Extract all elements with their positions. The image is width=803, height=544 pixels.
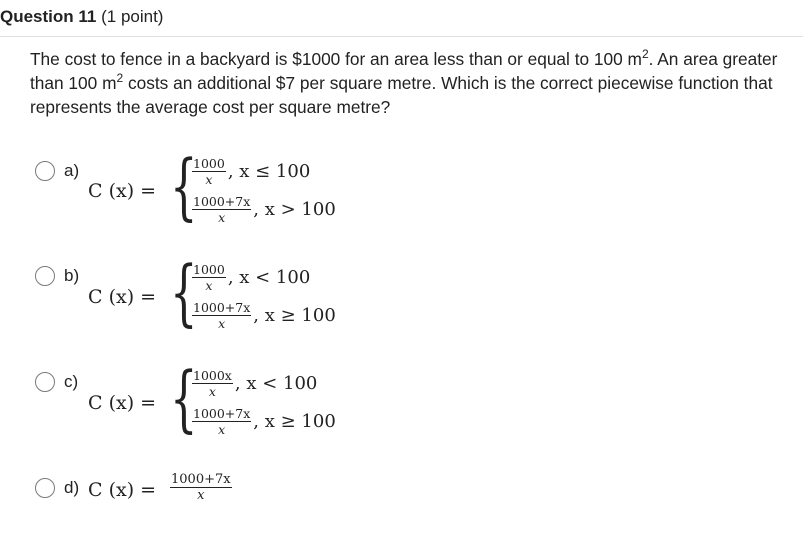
option-c-case-2-numerator: 1000+7x	[193, 406, 251, 421]
option-b-case-1-condition: , x < 100	[227, 267, 311, 288]
option-d-numerator: 1000+7x	[171, 472, 231, 487]
option-a-case-2-numerator: 1000+7x	[193, 194, 251, 209]
option-a-brace: {	[170, 144, 198, 228]
option-b-lhs: C (x) =	[88, 286, 157, 308]
option-a-case-1	[192, 156, 310, 187]
option-b-label[interactable]: b)	[64, 266, 80, 285]
option-a-lhs: C (x) =	[88, 180, 157, 202]
option-b-brace: {	[170, 250, 198, 334]
option-b-case-2-denominator: x	[218, 316, 226, 331]
option-d-lhs: C (x) =	[88, 479, 157, 501]
option-b-radio[interactable]	[35, 266, 55, 286]
option-c-radio[interactable]	[35, 372, 55, 392]
option-a-case-1-denominator: x	[205, 172, 213, 187]
option-a-case-1-condition: , x ≤ 100	[227, 161, 311, 182]
option-c-case-1-numerator: 1000x	[193, 368, 232, 383]
option-c-case-1	[192, 368, 317, 399]
option-b-case-1-numerator: 1000	[193, 262, 225, 277]
option-c-brace: {	[170, 356, 198, 440]
option-c-case-1-denominator: x	[208, 384, 216, 399]
option-b-case-2-numerator: 1000+7x	[193, 300, 251, 315]
question-points: (1 point)	[101, 7, 164, 26]
option-b-case-1	[192, 262, 310, 293]
option-b-case-1-denominator: x	[205, 278, 213, 293]
option-d-radio[interactable]	[35, 478, 55, 498]
option-a-case-2-condition: , x > 100	[253, 199, 336, 220]
option-a-radio[interactable]	[35, 161, 55, 181]
option-c-case-1-condition: , x < 100	[234, 373, 318, 394]
option-c-label[interactable]: c)	[64, 372, 79, 391]
option-c-case-2-denominator: x	[218, 422, 226, 437]
question-header	[0, 7, 163, 27]
option-a-label[interactable]: a)	[64, 161, 80, 180]
option-a-case-2-denominator: x	[218, 210, 226, 225]
question-stem	[30, 47, 780, 119]
option-a-case-1-numerator: 1000	[193, 156, 225, 171]
question-label: Question 11	[0, 7, 97, 26]
stem-superscript-1: 2	[641, 47, 649, 62]
option-c-lhs: C (x) =	[88, 392, 157, 414]
stem-part-2: . An area greater than 100 m	[30, 49, 778, 93]
header-divider	[0, 36, 803, 37]
option-c-case-2-condition: , x ≥ 100	[253, 411, 336, 432]
option-a-case-2	[192, 194, 336, 225]
stem-superscript-2: 2	[116, 71, 124, 86]
option-d-label[interactable]: d)	[64, 478, 80, 497]
option-d-denominator: x	[197, 488, 205, 503]
option-b-case-2-condition: , x ≥ 100	[253, 305, 336, 326]
stem-part-3: costs an additional $7 per square metre. Which is the correct piecewise function that represents the average cost per square metre?	[30, 73, 773, 117]
option-d-expression	[170, 472, 234, 503]
option-c-case-2	[192, 406, 336, 437]
stem-part-1: The cost to fence in a backyard is $1000 for an area less than or equal to 100 m	[30, 49, 642, 69]
option-b-case-2	[192, 300, 336, 331]
